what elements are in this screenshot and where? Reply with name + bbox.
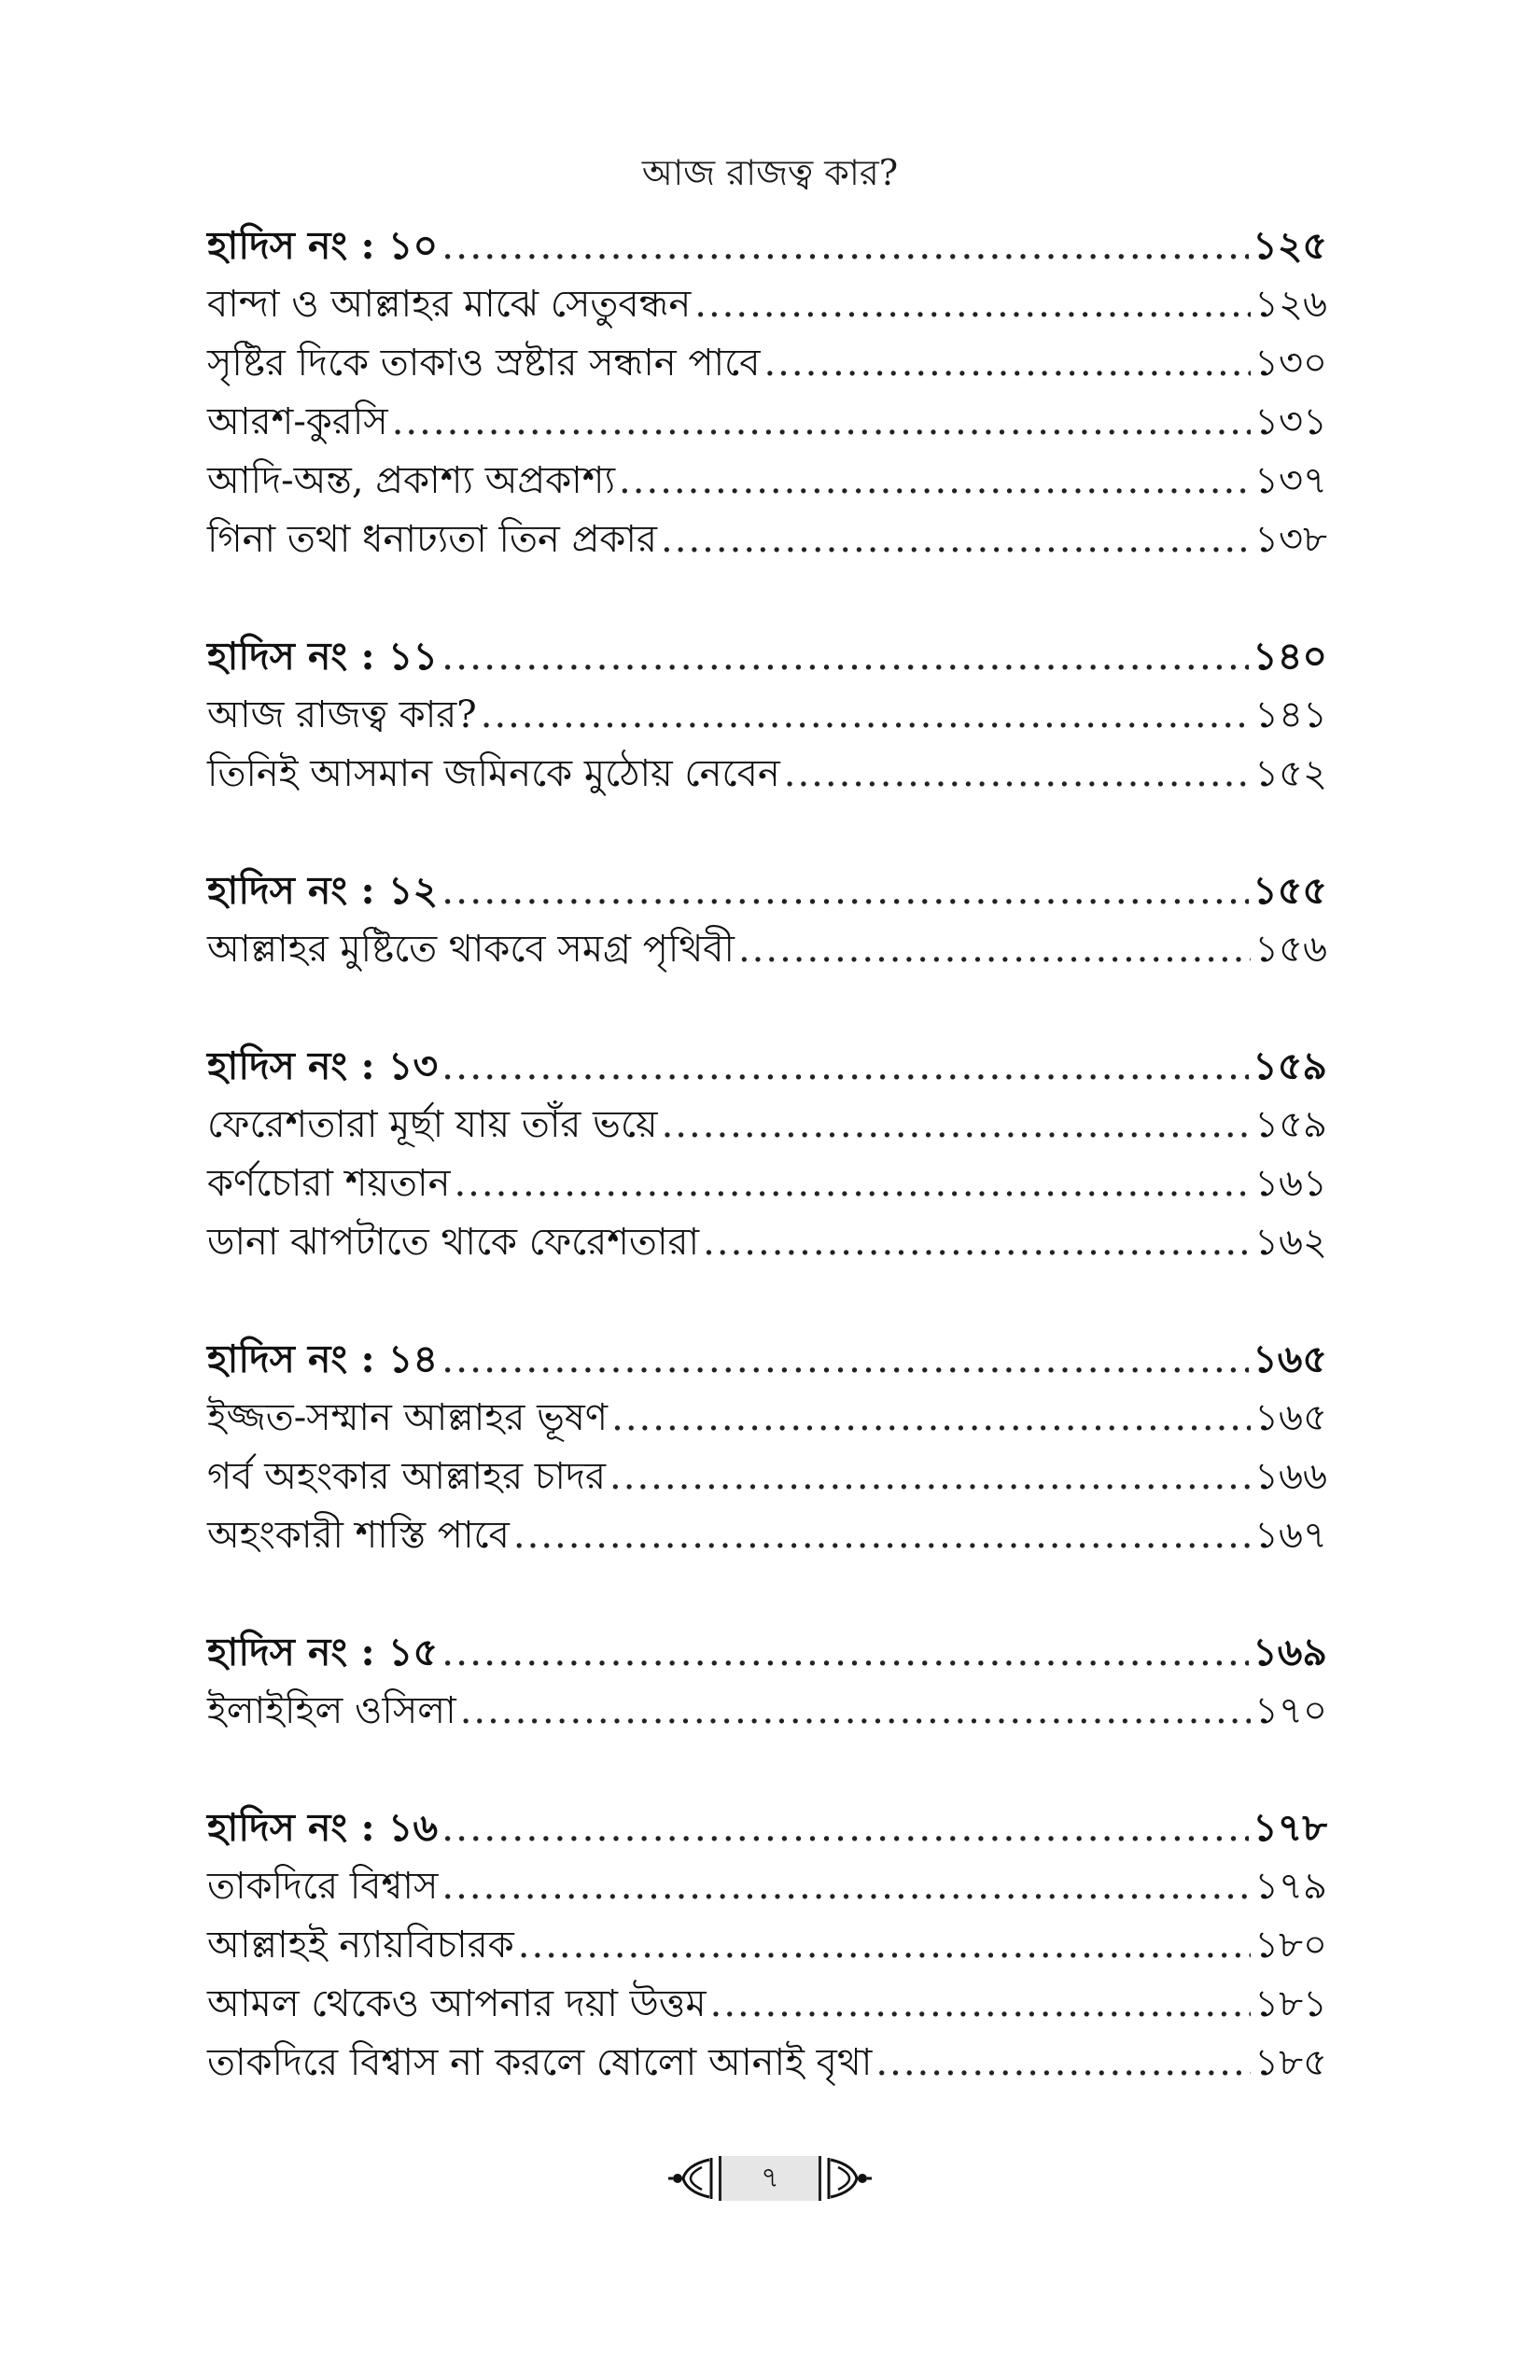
toc-entry-label: তাকদিরে বিশ্বাস (207, 1865, 439, 1908)
toc-entry-label: আমল থেকেও আপনার দয়া উত্তম (207, 1982, 707, 2025)
toc-page-number: ১৫২ (1254, 752, 1327, 795)
toc-entry[interactable] (207, 1682, 1327, 1741)
toc-entry[interactable] (207, 1916, 1327, 1975)
toc-page-number: ১৪০ (1253, 634, 1327, 679)
toc-heading[interactable] (207, 1799, 1327, 1857)
dot-leader (703, 1213, 1251, 1272)
dot-leader (875, 2034, 1251, 2093)
toc-page-number: ১৫৫ (1253, 868, 1327, 913)
toc-entry[interactable] (207, 393, 1327, 452)
toc-entry-label: কর্ণচোরা শয়তান (207, 1162, 451, 1205)
dot-leader (694, 275, 1251, 334)
toc-page-number: ১৬৫ (1253, 1337, 1327, 1381)
toc-entry[interactable] (207, 920, 1327, 979)
running-header: আজ রাজত্ব কার? (641, 152, 899, 193)
page-number: ৭ (719, 2156, 821, 2201)
dot-leader (441, 1037, 1249, 1096)
toc-entry[interactable] (207, 745, 1327, 804)
toc-entry-label: ইজ্জত-সম্মান আল্লাহর ভূষণ (207, 1396, 609, 1439)
toc-entry-label: বান্দা ও আল্লাহর মাঝে সেতুবন্ধন (207, 283, 692, 326)
toc-page-number: ১৬৭ (1254, 1514, 1327, 1557)
toc-page-number: ১৬২ (1254, 1221, 1327, 1264)
toc-entry[interactable] (207, 275, 1327, 334)
toc-heading-label: হাদিস নং : ১২ (207, 868, 439, 913)
toc-page-number: ১৫৯ (1253, 1043, 1327, 1088)
toc-heading[interactable] (207, 1623, 1327, 1682)
toc-entry[interactable] (207, 1975, 1327, 2034)
toc-page-number: ১৬১ (1254, 1162, 1327, 1205)
toc-page-number: ১৬৯ (1253, 1630, 1327, 1674)
toc-entry-label: ফেরেশতারা মূর্ছা যায় তাঁর ভয়ে (207, 1103, 658, 1146)
dot-leader (518, 1916, 1251, 1975)
toc-page-number: ১৫৯ (1254, 1103, 1327, 1146)
dot-leader (441, 217, 1249, 275)
toc-heading-label: হাদিস নং : ১৩ (207, 1043, 439, 1088)
toc-entry[interactable] (207, 2034, 1327, 2093)
dot-leader (441, 1623, 1249, 1682)
floral-ornament-icon (827, 2154, 875, 2203)
toc-entry-label: সৃষ্টির দিকে তাকাও স্রষ্টার সন্ধান পাবে (207, 342, 761, 385)
toc-entry[interactable] (207, 334, 1327, 393)
toc-entry-label: আরশ-কুরসি (207, 400, 388, 443)
toc-heading[interactable] (207, 1037, 1327, 1096)
toc-entry-label: ইলাইহিল ওসিলা (207, 1689, 456, 1732)
toc-entry-label: ডানা ঝাপটাতে থাকে ফেরেশতারা (207, 1221, 700, 1264)
toc-entry-label: তাকদিরে বিশ্বাস না করলে ষোলো আনাই বৃথা (207, 2041, 873, 2084)
toc-entry[interactable] (207, 1213, 1327, 1272)
toc-page-number: ১২৫ (1253, 223, 1327, 268)
toc-section (207, 1623, 1327, 1741)
toc-section (207, 1799, 1327, 2093)
toc-page-number: ১২৬ (1254, 283, 1327, 326)
toc-page-number: ১৭৯ (1254, 1865, 1327, 1908)
toc-entry-label: তিনিই আসমান জমিনকে মুঠোয় নেবেন (207, 752, 780, 795)
dot-leader (441, 627, 1249, 686)
toc-entry-label: আদি-অন্ত, প্রকাশ্য অপ্রকাশ্য (207, 459, 616, 502)
toc-page-number: ১৭০ (1254, 1689, 1327, 1732)
toc-entry-label: গিনা তথা ধনাঢ্যতা তিন প্রকার (207, 518, 658, 561)
toc-entry-label: আজ রাজত্ব কার? (207, 693, 477, 736)
toc-entry-label: আল্লাহর মুষ্টিতে থাকবে সমগ্র পৃথিবী (207, 928, 735, 971)
toc-heading-label: হাদিস নং : ১৬ (207, 1805, 439, 1850)
toc-page-number: ১৪১ (1254, 693, 1327, 736)
toc-heading[interactable] (207, 1330, 1327, 1389)
toc-section (207, 627, 1327, 804)
dot-leader (513, 1506, 1251, 1565)
dot-leader (441, 1799, 1249, 1857)
toc-heading[interactable] (207, 217, 1327, 275)
dot-leader (661, 511, 1251, 569)
toc-entry[interactable] (207, 1389, 1327, 1448)
toc-page-number: ১৮১ (1254, 1982, 1327, 2025)
toc-section (207, 1037, 1327, 1272)
toc-page-number: ১৭৮ (1253, 1805, 1327, 1850)
toc-section (207, 217, 1327, 569)
toc-entry-label: আল্লাহই ন্যায়বিচারক (207, 1924, 514, 1967)
toc-page-number: ১৮৫ (1254, 2041, 1327, 2084)
toc-section (207, 861, 1327, 979)
toc-heading-label: হাদিস নং : ১৪ (207, 1337, 439, 1381)
toc-heading[interactable] (207, 627, 1327, 686)
floral-ornament-icon (665, 2154, 713, 2203)
page-footer (0, 2154, 1540, 2203)
toc-page-number: ১৩১ (1254, 400, 1327, 443)
dot-leader (738, 920, 1251, 979)
dot-leader (392, 393, 1251, 452)
dot-leader (441, 1857, 1251, 1916)
toc-entry[interactable] (207, 686, 1327, 745)
dot-leader (611, 1389, 1251, 1448)
toc-entry[interactable] (207, 511, 1327, 569)
toc-entry[interactable] (207, 1096, 1327, 1155)
toc-entry[interactable] (207, 452, 1327, 511)
toc-section (207, 1330, 1327, 1565)
dot-leader (619, 452, 1251, 511)
dot-leader (460, 1682, 1251, 1741)
toc-entry[interactable] (207, 1506, 1327, 1565)
toc-page-number: ১৩০ (1254, 342, 1327, 385)
dot-leader (441, 1330, 1249, 1389)
dot-leader (454, 1155, 1251, 1213)
toc-page-number: ১৩৭ (1254, 459, 1327, 502)
dot-leader (609, 1448, 1251, 1506)
toc-entry-label: গর্ব অহংকার আল্লাহর চাদর (207, 1455, 607, 1498)
dot-leader (784, 745, 1251, 804)
toc-page-number: ১৫৬ (1254, 928, 1327, 971)
table-of-contents (207, 217, 1327, 2150)
dot-leader (662, 1096, 1252, 1155)
dot-leader (481, 686, 1251, 745)
toc-heading-label: হাদিস নং : ১০ (207, 223, 439, 268)
toc-heading-label: হাদিস নং : ১৫ (207, 1630, 439, 1674)
toc-heading-label: হাদিস নং : ১১ (207, 634, 439, 679)
toc-page-number: ১৮০ (1254, 1924, 1327, 1967)
dot-leader (710, 1975, 1252, 2034)
dot-leader (763, 334, 1251, 393)
toc-entry[interactable] (207, 1155, 1327, 1213)
dot-leader (441, 861, 1249, 920)
toc-entry-label: অহংকারী শাস্তি পাবে (207, 1514, 510, 1557)
toc-page-number: ১৬৫ (1254, 1396, 1327, 1439)
toc-entry[interactable] (207, 1448, 1327, 1506)
toc-page-number: ১৩৮ (1254, 518, 1327, 561)
toc-page-number: ১৬৬ (1254, 1455, 1327, 1498)
toc-entry[interactable] (207, 1857, 1327, 1916)
toc-heading[interactable] (207, 861, 1327, 920)
